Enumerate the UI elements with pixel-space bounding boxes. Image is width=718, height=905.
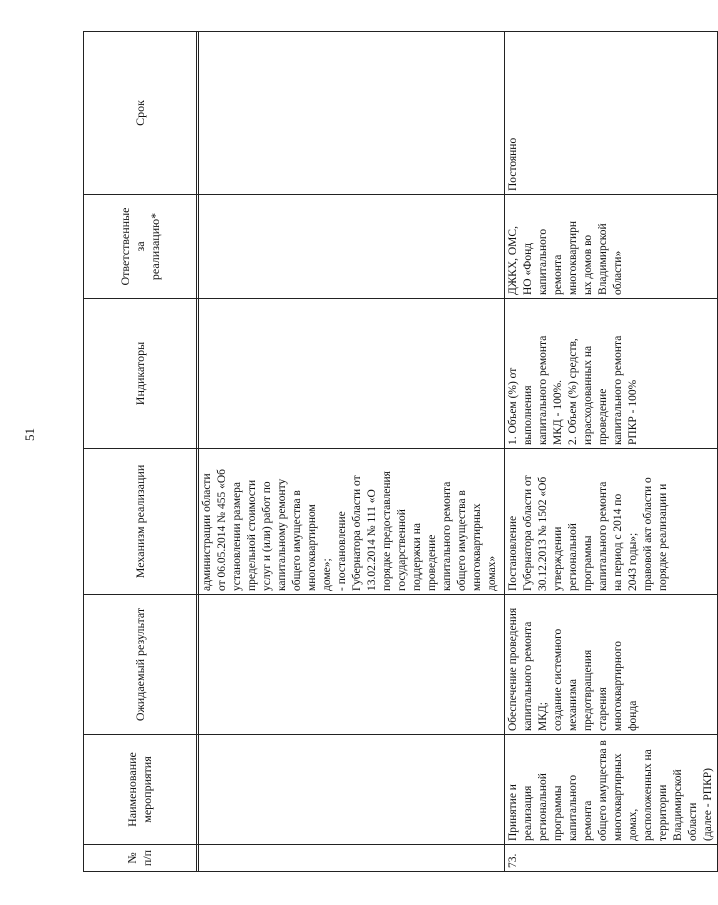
header-mechanism: Механизм реализации xyxy=(84,449,197,595)
cell-result xyxy=(199,595,505,735)
cell-name: Принятие и реализация региональной программы капитального ремонта общего имущества в многоквартирных домах, расположенных на территории Владимирской области (далее - РПКР) xyxy=(505,735,718,845)
cell-result: Обеспечение проведения капитального ремонта МКД; создание системного механизма предотвращения старения многоквартирного фонда xyxy=(505,595,718,735)
measures-table xyxy=(83,31,718,872)
cell-name xyxy=(199,735,505,845)
cell-term: Постоянно xyxy=(505,32,718,195)
cell-mechanism: администрации области от 06.05.2014 № 455 «Об установлении размера предельной стоимости услуг и (или) работ по капитальному ремонту общего имущества в многоквартирном доме»; - постановление Губернатора области от 13.02.2014 № 111 «О порядке предоставления государственной поддержки на проведение капитального ремонта общего имущества в многоквартирных домах» xyxy=(199,449,505,595)
header-result: Ожидаемый результат xyxy=(84,595,197,735)
header-responsible: Ответственные за реализацию* xyxy=(84,195,197,299)
table-row-continuation xyxy=(199,32,505,872)
header-row xyxy=(84,32,197,872)
header-name: Наименование мероприятия xyxy=(84,735,197,845)
header-indicators: Индикаторы xyxy=(84,299,197,449)
rotated-page xyxy=(50,0,714,905)
cell-mechanism: Постановление Губернатора области от 30.12.2013 № 1502 «Об утверждении региональной программы капитального ремонта на период с 2014 по 2043 годы»; правовой акт области о порядке реализации и xyxy=(505,449,718,595)
cell-term xyxy=(199,32,505,195)
table-row-73 xyxy=(505,32,718,872)
cell-indicators xyxy=(199,299,505,449)
cell-responsible xyxy=(199,195,505,299)
cell-indicators: 1. Объем (%) от выполнения капитального ремонта МКД - 100%. 2. Объем (%) средств, израсходованных на проведение капитального ремонта РПКР - 100% xyxy=(505,299,718,449)
cell-num: 73. xyxy=(505,845,718,872)
header-num: № п/п xyxy=(84,845,197,872)
cell-responsible: ДЖКХ, ОМС, НО «Фонд капитального ремонта многоквартирн ых домов во Владимирской области» xyxy=(505,195,718,299)
page-number: 51 xyxy=(22,428,37,441)
header-term: Срок xyxy=(84,32,197,195)
cell-num xyxy=(199,845,505,872)
